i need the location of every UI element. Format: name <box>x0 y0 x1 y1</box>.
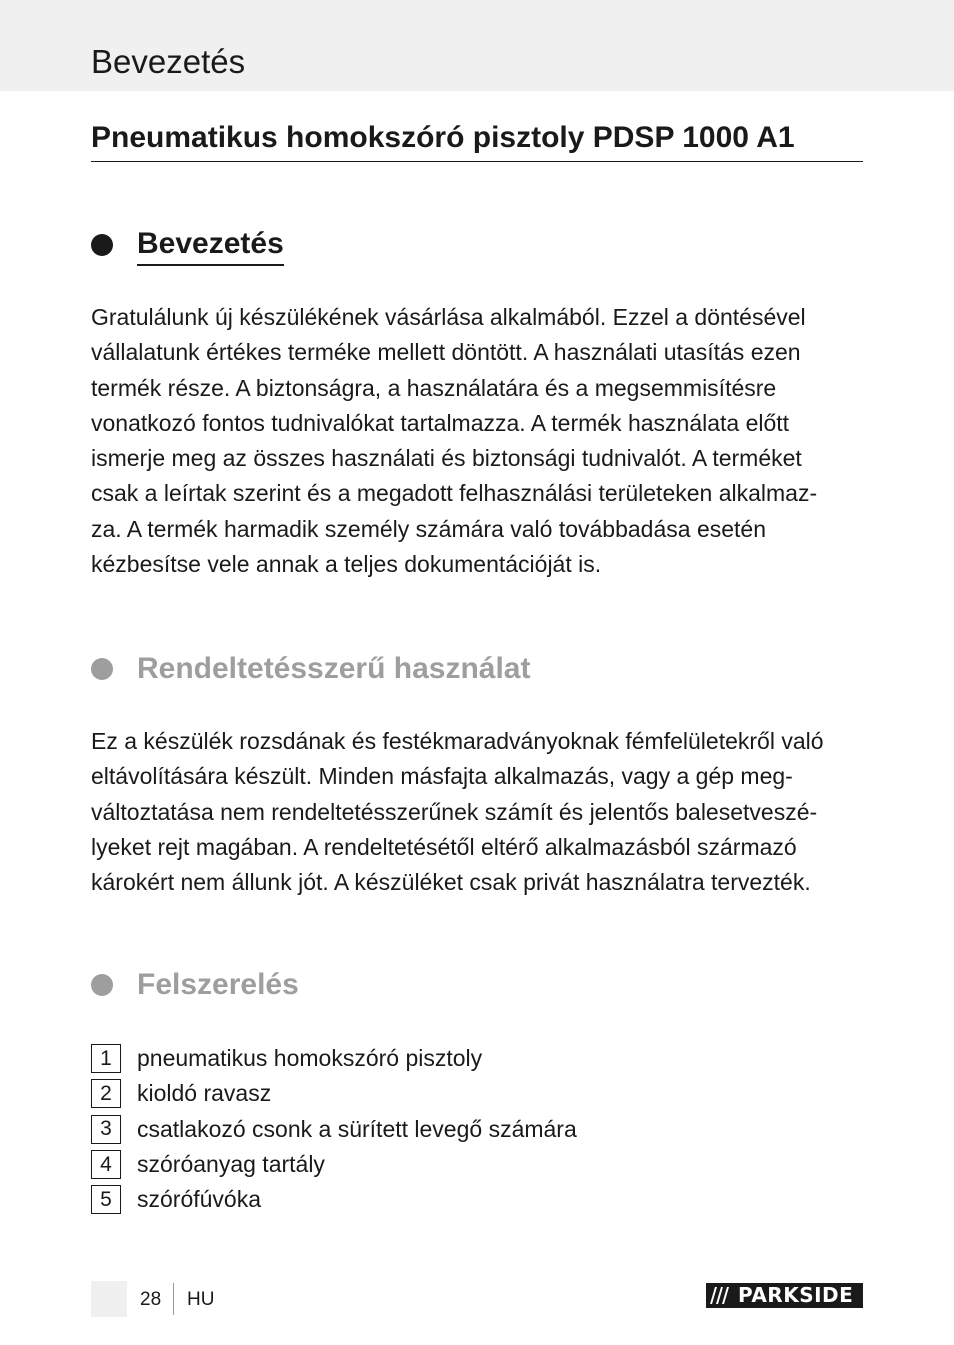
part-label: kioldó ravasz <box>137 1080 272 1107</box>
paragraph-line: kézbesítse vele annak a teljes dokumentációját is. <box>91 551 602 578</box>
footer-marker-box <box>91 1281 127 1317</box>
page-number: 28 <box>140 1289 162 1310</box>
paragraph-line: vonatkozó fontos tudnivalókat tartalmazza. A termék használata előtt <box>91 409 790 436</box>
logo-wordmark: PARKSIDE <box>738 1283 854 1307</box>
running-header-title: Bevezetés <box>91 43 246 80</box>
section-heading-text: Rendeltetésszerű használat <box>137 652 531 685</box>
intro-paragraph <box>91 300 863 582</box>
section-heading-bevezetes <box>91 223 284 267</box>
list-item <box>91 1147 863 1182</box>
paragraph-line: termék része. A biztonságra, a használatára és a megsemmisítésre <box>91 374 777 401</box>
part-number-box: 4 <box>91 1150 121 1179</box>
bullet-dot-icon <box>91 974 113 996</box>
part-number-box: 1 <box>91 1044 121 1073</box>
part-label: pneumatikus homokszóró pisztoly <box>137 1045 483 1072</box>
paragraph-line: károkért nem állunk jót. A készüléket csak privát használatra tervezték. <box>91 869 811 896</box>
language-code: HU <box>187 1289 215 1310</box>
paragraph-line: eltávolítására készült. Minden másfajta alkalmazás, vagy a gép meg- <box>91 763 793 790</box>
part-number-box: 5 <box>91 1185 121 1214</box>
document-title: Pneumatikus homokszóró pisztoly PDSP 1000 A1 <box>91 117 863 162</box>
footer-divider <box>173 1283 174 1315</box>
paragraph-line: változtatása nem rendeltetésszerűnek számít és jelentős balesetveszé- <box>91 798 818 825</box>
part-number-box: 3 <box>91 1115 121 1144</box>
paragraph-line: lyeket rejt magában. A rendeltetésétől eltérő alkalmazásból származó <box>91 833 797 860</box>
part-number-box: 2 <box>91 1079 121 1108</box>
list-item <box>91 1041 863 1076</box>
part-label: szórófúvóka <box>137 1186 262 1213</box>
paragraph-line: za. A termék harmadik személy számára való továbbadása esetén <box>91 515 767 542</box>
intended-use-paragraph <box>91 724 863 900</box>
parkside-logo <box>706 1283 863 1308</box>
paragraph-line: Gratulálunk új készülékének vásárlása alkalmából. Ezzel a döntésével <box>91 304 806 330</box>
paragraph-line: ismerje meg az összes használati és biztonsági tudnivalót. A terméket <box>91 445 802 472</box>
paragraph-line: Ez a készülék rozsdának és festékmaradványoknak fémfelületekről való <box>91 728 824 754</box>
list-item <box>91 1112 863 1147</box>
part-label: szóróanyag tartály <box>137 1151 325 1178</box>
paragraph-line: vállalatunk értékes terméke mellett döntött. A használati utasítás ezen <box>91 339 801 366</box>
part-label: csatlakozó csonk a sürített levegő számára <box>137 1115 577 1142</box>
bullet-dot-icon <box>91 234 113 256</box>
list-item <box>91 1182 863 1217</box>
section-heading-text: Felszerelés <box>137 968 299 1001</box>
parts-list <box>91 1041 863 1217</box>
bullet-dot-icon <box>91 658 113 680</box>
section-heading-felszereles <box>91 963 299 1007</box>
logo-stripes-icon <box>706 1283 736 1308</box>
section-heading-rendeltetesszeru-hasznalat <box>91 647 530 691</box>
paragraph-line: csak a leírtak szerint és a megadott felhasználási területeken alkalmaz- <box>91 480 818 507</box>
list-item <box>91 1076 863 1111</box>
section-heading-text: Bevezetés <box>137 224 284 266</box>
